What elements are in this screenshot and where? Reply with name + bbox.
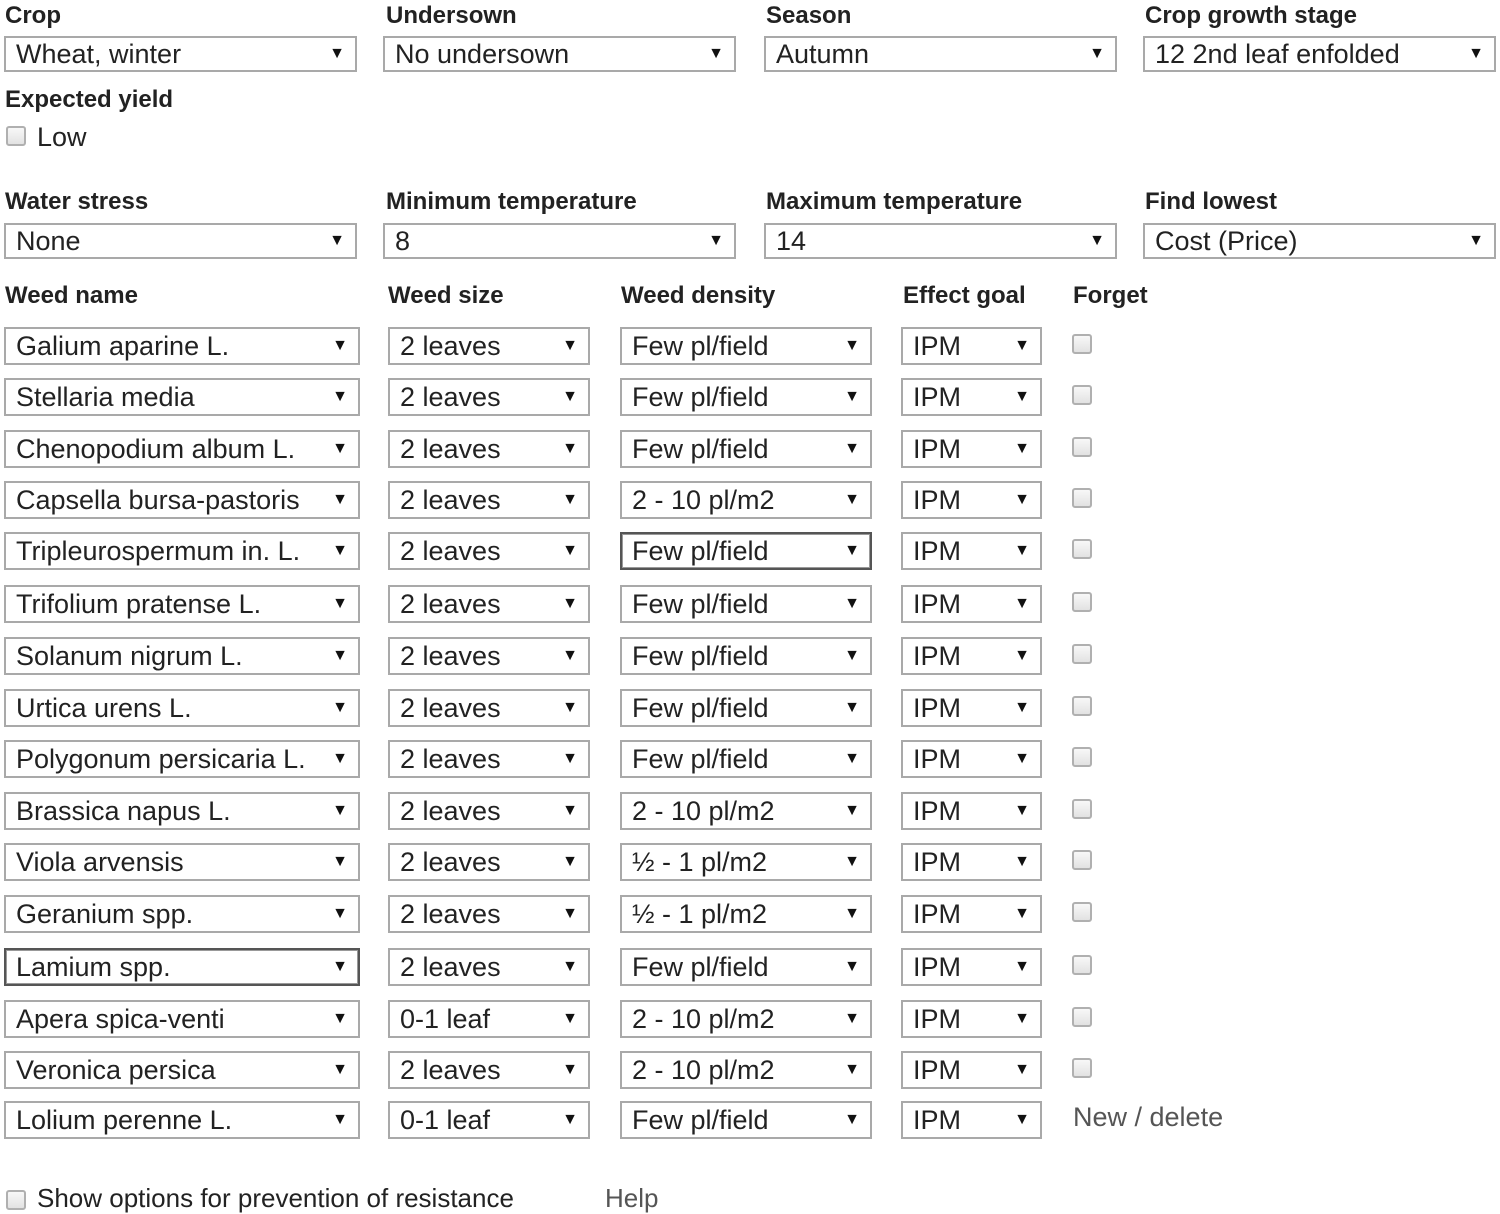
find-lowest-value: Cost (Price) [1155,226,1298,256]
effect-goal-value: IPM [913,331,962,361]
weed-density-value: 2 - 10 pl/m2 [632,796,775,826]
weed-density-select[interactable] [620,637,872,675]
chevron-down-icon: ▼ [562,1061,578,1078]
forget-checkbox[interactable] [1072,334,1092,354]
forget-checkbox[interactable] [1072,437,1092,457]
weed-name-select[interactable] [4,481,360,519]
weed-density-value: Few pl/field [632,331,769,361]
weed-name-value: Trifolium pratense L. [16,589,262,619]
growth-stage-value: 12 2nd leaf enfolded [1155,39,1400,69]
chevron-down-icon: ▼ [1014,699,1030,716]
chevron-down-icon: ▼ [562,699,578,716]
effect-goal-select[interactable] [901,895,1042,933]
chevron-down-icon: ▼ [1014,802,1030,819]
weed-density-select[interactable] [620,689,872,727]
water-stress-value: None [16,226,81,256]
chevron-down-icon: ▼ [562,337,578,354]
forget-checkbox[interactable] [1072,488,1092,508]
weed-size-value: 2 leaves [400,952,501,982]
effect-goal-select[interactable] [901,689,1042,727]
weed-size-select[interactable] [388,1051,590,1089]
effect-goal-select[interactable] [901,532,1042,570]
min-temp-value: 8 [395,226,411,256]
effect-goal-select[interactable] [901,327,1042,365]
weed-density-select[interactable] [620,1051,872,1089]
effect-goal-header: Effect goal [903,282,1026,309]
effect-goal-value: IPM [913,744,962,774]
chevron-down-icon: ▼ [844,595,860,612]
weed-density-value: 2 - 10 pl/m2 [632,485,775,515]
weed-name-value: Lamium spp. [16,952,171,982]
weed-name-select[interactable] [4,327,360,365]
weed-size-select[interactable] [388,585,590,623]
chevron-down-icon: ▼ [562,542,578,559]
chevron-down-icon: ▼ [1014,491,1030,508]
weed-name-value: Stellaria media [16,382,195,412]
weed-name-header: Weed name [5,282,138,309]
chevron-down-icon: ▼ [844,1061,860,1078]
chevron-down-icon: ▼ [332,388,348,405]
weed-size-select[interactable] [388,430,590,468]
undersown-label: Undersown [386,2,517,29]
forget-checkbox[interactable] [1072,850,1092,870]
crop-label: Crop [5,2,61,29]
effect-goal-value: IPM [913,899,962,929]
weed-name-select[interactable] [4,430,360,468]
weed-density-value: 2 - 10 pl/m2 [632,1004,775,1034]
weed-size-value: 2 leaves [400,641,501,671]
chevron-down-icon: ▼ [332,750,348,767]
chevron-down-icon: ▼ [1089,45,1105,62]
forget-checkbox[interactable] [1072,799,1092,819]
weed-name-select[interactable] [4,792,360,830]
effect-goal-select[interactable] [901,792,1042,830]
weed-size-value: 2 leaves [400,434,501,464]
weed-density-value: Few pl/field [632,382,769,412]
chevron-down-icon: ▼ [1014,750,1030,767]
weed-density-select[interactable] [620,792,872,830]
weed-size-value: 2 leaves [400,847,501,877]
chevron-down-icon: ▼ [1014,440,1030,457]
weed-density-select[interactable] [620,1101,872,1139]
weed-name-select[interactable] [4,689,360,727]
weed-size-value: 2 leaves [400,331,501,361]
crop-value: Wheat, winter [16,39,182,69]
chevron-down-icon: ▼ [844,750,860,767]
weed-density-value: Few pl/field [632,693,769,723]
weed-name-select[interactable] [4,895,360,933]
weed-size-value: 2 leaves [400,589,501,619]
chevron-down-icon: ▼ [562,958,578,975]
weed-density-header: Weed density [621,282,776,309]
chevron-down-icon: ▼ [844,337,860,354]
chevron-down-icon: ▼ [844,853,860,870]
chevron-down-icon: ▼ [562,1010,578,1027]
effect-goal-value: IPM [913,847,962,877]
season-value: Autumn [776,39,870,69]
chevron-down-icon: ▼ [844,699,860,716]
chevron-down-icon: ▼ [708,232,724,249]
chevron-down-icon: ▼ [562,595,578,612]
chevron-down-icon: ▼ [562,388,578,405]
weed-size-select[interactable] [388,327,590,365]
weed-density-select[interactable] [620,948,872,986]
chevron-down-icon: ▼ [332,958,348,975]
season-label: Season [766,2,852,29]
weed-size-value: 2 leaves [400,899,501,929]
effect-goal-value: IPM [913,589,962,619]
chevron-down-icon: ▼ [562,750,578,767]
forget-checkbox[interactable] [1072,539,1092,559]
weed-name-value: Solanum nigrum L. [16,641,243,671]
forget-checkbox[interactable] [1072,1007,1092,1027]
effect-goal-select[interactable] [901,948,1042,986]
weed-name-value: Viola arvensis [16,847,184,877]
weed-density-value: Few pl/field [632,434,769,464]
effect-goal-value: IPM [913,1055,962,1085]
show-options-label: Show options for prevention of resistance [37,1183,514,1213]
chevron-down-icon: ▼ [844,905,860,922]
effect-goal-select[interactable] [901,1101,1042,1139]
weed-density-value: Few pl/field [632,536,769,566]
chevron-down-icon: ▼ [844,802,860,819]
weed-name-value: Capsella bursa-pastoris [16,485,300,515]
chevron-down-icon: ▼ [844,440,860,457]
weed-size-select[interactable] [388,948,590,986]
weed-size-select[interactable] [388,532,590,570]
chevron-down-icon: ▼ [1014,1061,1030,1078]
chevron-down-icon: ▼ [332,1111,348,1128]
chevron-down-icon: ▼ [562,905,578,922]
weed-density-value: ½ - 1 pl/m2 [632,899,768,929]
chevron-down-icon: ▼ [562,802,578,819]
chevron-down-icon: ▼ [1089,232,1105,249]
forget-checkbox[interactable] [1072,1058,1092,1078]
weed-name-value: Veronica persica [16,1055,216,1085]
weed-name-value: Brassica napus L. [16,796,231,826]
effect-goal-value: IPM [913,1105,962,1135]
forget-checkbox[interactable] [1072,385,1092,405]
weed-density-value: Few pl/field [632,641,769,671]
effect-goal-select[interactable] [901,740,1042,778]
weed-size-select[interactable] [388,689,590,727]
weed-name-select[interactable] [4,585,360,623]
weed-name-value: Tripleurospermum in. L. [16,536,301,566]
effect-goal-select[interactable] [901,1000,1042,1038]
weed-name-select[interactable] [4,948,360,986]
effect-goal-select[interactable] [901,430,1042,468]
weed-name-select[interactable] [4,1101,360,1139]
effect-goal-value: IPM [913,952,962,982]
chevron-down-icon: ▼ [1014,647,1030,664]
forget-checkbox[interactable] [1072,592,1092,612]
weed-density-select[interactable] [620,430,872,468]
effect-goal-value: IPM [913,536,962,566]
chevron-down-icon: ▼ [332,1010,348,1027]
weed-density-select[interactable] [620,843,872,881]
chevron-down-icon: ▼ [332,1061,348,1078]
chevron-down-icon: ▼ [844,958,860,975]
chevron-down-icon: ▼ [332,595,348,612]
min-temp-label: Minimum temperature [386,188,637,215]
chevron-down-icon: ▼ [1014,388,1030,405]
undersown-value: No undersown [395,39,570,69]
chevron-down-icon: ▼ [1014,1010,1030,1027]
chevron-down-icon: ▼ [332,542,348,559]
water-stress-label: Water stress [5,188,149,215]
weed-name-value: Urtica urens L. [16,693,192,723]
chevron-down-icon: ▼ [844,491,860,508]
effect-goal-select[interactable] [901,637,1042,675]
weed-size-select[interactable] [388,792,590,830]
expected-yield-label: Expected yield [5,86,174,113]
weed-name-value: Apera spica-venti [16,1004,225,1034]
chevron-down-icon: ▼ [844,1111,860,1128]
undersown-select[interactable] [383,36,736,72]
chevron-down-icon: ▼ [1014,542,1030,559]
forget-header: Forget [1073,282,1148,309]
chevron-down-icon: ▼ [329,232,345,249]
growth-stage-select[interactable] [1143,36,1496,72]
weed-name-value: Chenopodium album L. [16,434,296,464]
weed-size-value: 2 leaves [400,485,501,515]
weed-size-value: 2 leaves [400,382,501,412]
crop-select[interactable] [4,36,357,72]
forget-checkbox[interactable] [1072,902,1092,922]
find-lowest-select[interactable] [1143,223,1496,259]
max-temp-select[interactable] [764,223,1117,259]
water-stress-select[interactable] [4,223,357,259]
weed-size-value: 0-1 leaf [400,1004,491,1034]
effect-goal-select[interactable] [901,481,1042,519]
chevron-down-icon: ▼ [332,337,348,354]
weed-density-value: Few pl/field [632,589,769,619]
chevron-down-icon: ▼ [332,802,348,819]
expected-yield-low-label: Low [37,122,87,152]
forget-checkbox[interactable] [1072,644,1092,664]
chevron-down-icon: ▼ [1014,1111,1030,1128]
weed-size-header: Weed size [388,282,504,309]
chevron-down-icon: ▼ [562,491,578,508]
chevron-down-icon: ▼ [844,388,860,405]
chevron-down-icon: ▼ [332,905,348,922]
chevron-down-icon: ▼ [329,45,345,62]
max-temp-value: 14 [776,226,807,256]
chevron-down-icon: ▼ [1014,958,1030,975]
chevron-down-icon: ▼ [332,440,348,457]
weed-density-value: ½ - 1 pl/m2 [632,847,768,877]
forget-checkbox[interactable] [1072,747,1092,767]
weed-size-select[interactable] [388,637,590,675]
effect-goal-select[interactable] [901,1051,1042,1089]
help-link[interactable]: Help [605,1183,659,1213]
find-lowest-label: Find lowest [1145,188,1277,215]
chevron-down-icon: ▼ [708,45,724,62]
weed-size-select[interactable] [388,843,590,881]
chevron-down-icon: ▼ [1014,853,1030,870]
effect-goal-value: IPM [913,796,962,826]
weed-name-value: Polygonum persicaria L. [16,744,306,774]
weed-density-select[interactable] [620,481,872,519]
chevron-down-icon: ▼ [844,542,860,559]
weed-density-select[interactable] [620,1000,872,1038]
effect-goal-select[interactable] [901,378,1042,416]
effect-goal-value: IPM [913,382,962,412]
weed-density-select[interactable] [620,378,872,416]
weed-name-value: Lolium perenne L. [16,1105,233,1135]
chevron-down-icon: ▼ [1468,232,1484,249]
effect-goal-value: IPM [913,641,962,671]
weed-density-select[interactable] [620,585,872,623]
chevron-down-icon: ▼ [332,853,348,870]
weed-name-select[interactable] [4,532,360,570]
chevron-down-icon: ▼ [1468,45,1484,62]
chevron-down-icon: ▼ [844,1010,860,1027]
expected-yield-low-checkbox[interactable] [6,126,26,146]
chevron-down-icon: ▼ [562,853,578,870]
chevron-down-icon: ▼ [332,699,348,716]
chevron-down-icon: ▼ [562,1111,578,1128]
weed-size-value: 2 leaves [400,1055,501,1085]
chevron-down-icon: ▼ [332,491,348,508]
chevron-down-icon: ▼ [562,647,578,664]
season-select[interactable] [764,36,1117,72]
weed-density-select[interactable] [620,740,872,778]
weed-density-value: 2 - 10 pl/m2 [632,1055,775,1085]
weed-name-select[interactable] [4,378,360,416]
weed-name-select[interactable] [4,1000,360,1038]
chevron-down-icon: ▼ [1014,905,1030,922]
weed-name-value: Galium aparine L. [16,331,230,361]
weed-density-select[interactable] [620,327,872,365]
chevron-down-icon: ▼ [1014,595,1030,612]
weed-name-select[interactable] [4,1051,360,1089]
effect-goal-select[interactable] [901,585,1042,623]
max-temp-label: Maximum temperature [766,188,1023,215]
forget-checkbox[interactable] [1072,955,1092,975]
weed-density-select[interactable] [620,532,872,570]
growth-stage-label: Crop growth stage [1145,2,1358,29]
weed-size-value: 2 leaves [400,693,501,723]
effect-goal-select[interactable] [901,843,1042,881]
chevron-down-icon: ▼ [562,440,578,457]
weed-size-value: 0-1 leaf [400,1105,491,1135]
weed-size-value: 2 leaves [400,796,501,826]
chevron-down-icon: ▼ [844,647,860,664]
weed-density-value: Few pl/field [632,1105,769,1135]
weed-size-select[interactable] [388,740,590,778]
weed-size-select[interactable] [388,895,590,933]
weed-size-select[interactable] [388,378,590,416]
effect-goal-value: IPM [913,485,962,515]
weed-name-select[interactable] [4,637,360,675]
effect-goal-value: IPM [913,1004,962,1034]
weed-size-value: 2 leaves [400,744,501,774]
weed-density-select[interactable] [620,895,872,933]
weed-density-value: Few pl/field [632,744,769,774]
weed-size-select[interactable] [388,481,590,519]
weed-density-value: Few pl/field [632,952,769,982]
chevron-down-icon: ▼ [332,647,348,664]
effect-goal-value: IPM [913,434,962,464]
weed-name-value: Geranium spp. [16,899,194,929]
weed-size-select[interactable] [388,1101,590,1139]
min-temp-select[interactable] [383,223,736,259]
effect-goal-value: IPM [913,693,962,723]
weed-size-value: 2 leaves [400,536,501,566]
weed-name-select[interactable] [4,740,360,778]
chevron-down-icon: ▼ [1014,337,1030,354]
new-delete-link[interactable]: New / delete [1073,1102,1224,1132]
weed-size-select[interactable] [388,1000,590,1038]
weed-name-select[interactable] [4,843,360,881]
show-options-checkbox[interactable] [6,1190,26,1210]
forget-checkbox[interactable] [1072,696,1092,716]
